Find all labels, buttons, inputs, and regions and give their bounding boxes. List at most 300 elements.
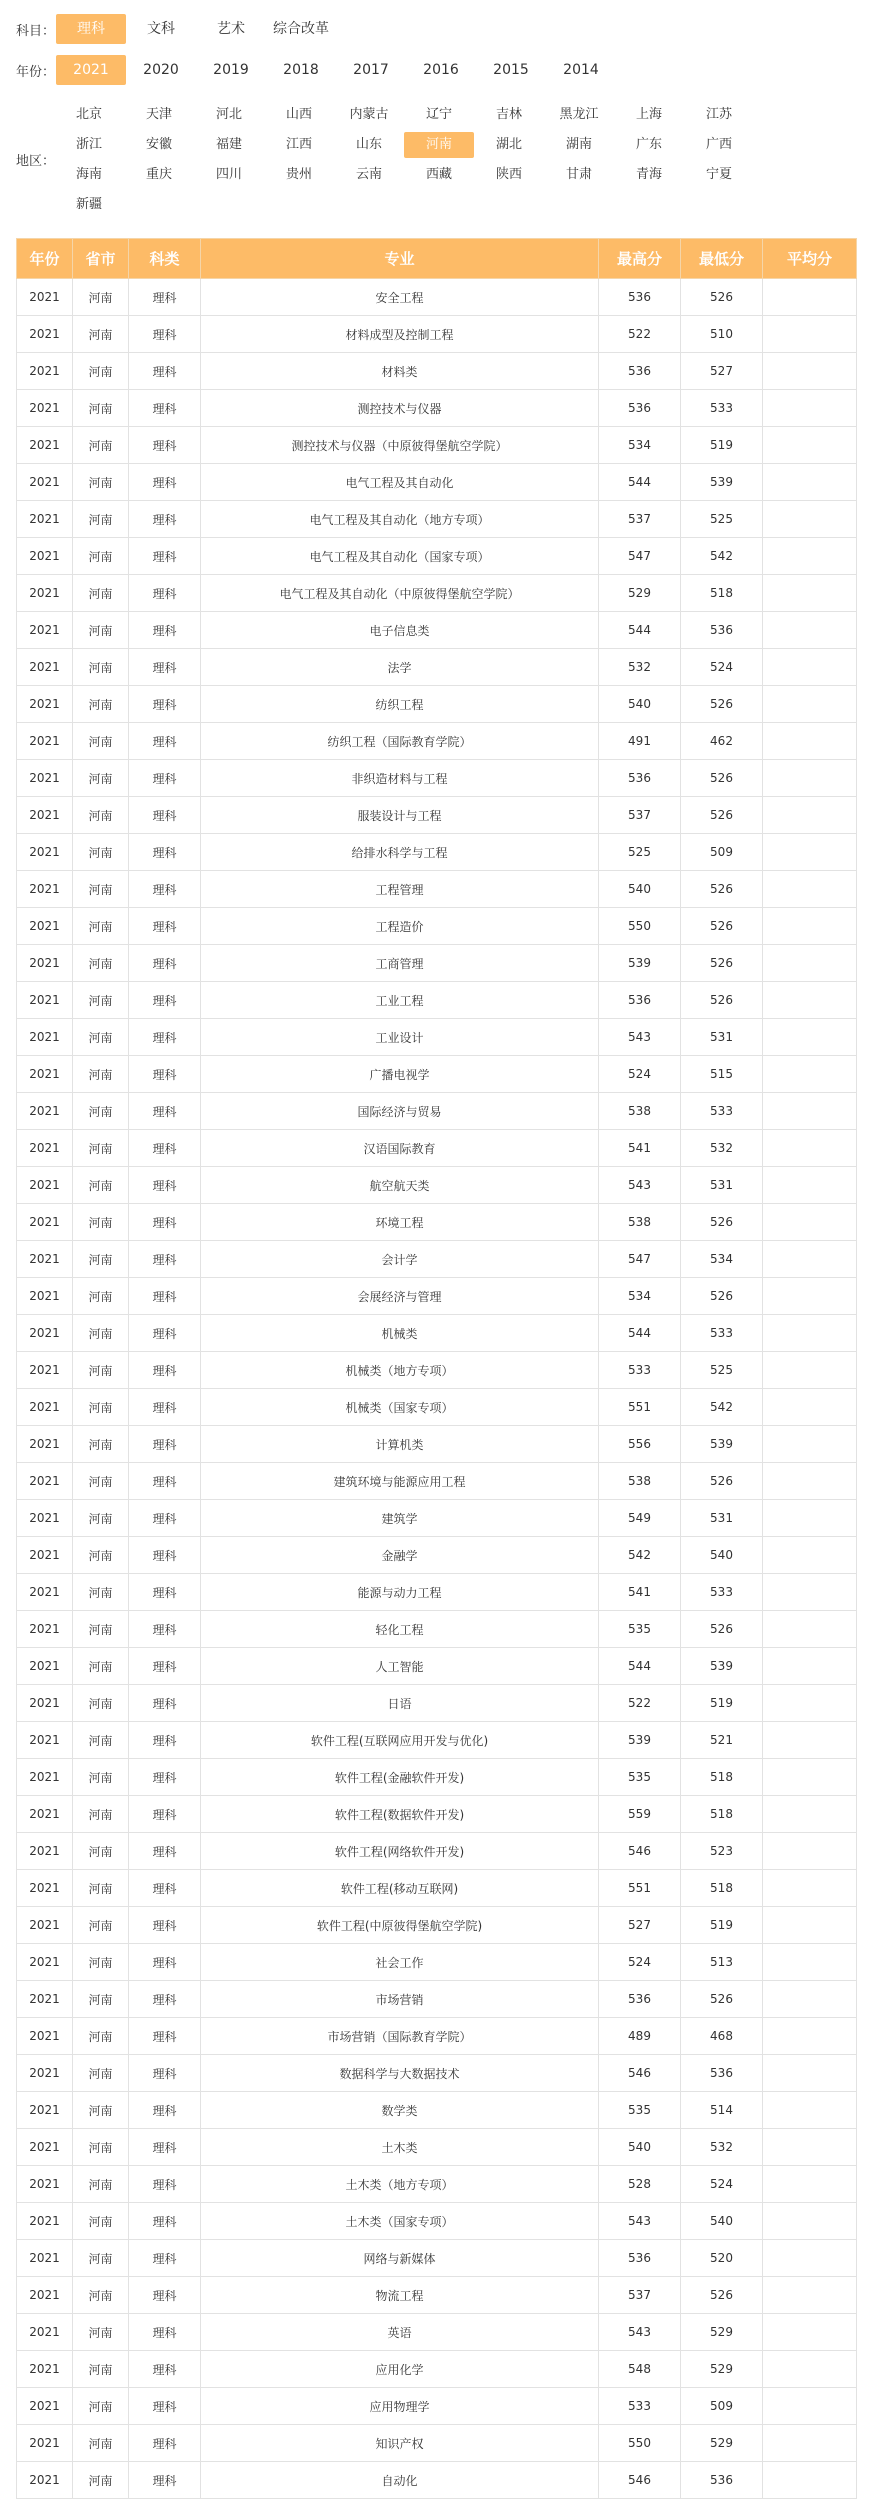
table-row	[17, 1130, 857, 1167]
cell-min-score: 533	[681, 1315, 763, 1352]
cell-category: 理科	[129, 427, 201, 464]
table-row	[17, 316, 857, 353]
table-row	[17, 2129, 857, 2166]
cell-max-score: 538	[599, 1204, 681, 1241]
cell-min-score: 531	[681, 1019, 763, 1056]
region-option[interactable]: 河南	[404, 132, 474, 158]
cell-max-score: 527	[599, 1907, 681, 1944]
cell-min-score: 526	[681, 2277, 763, 2314]
cell-category: 理科	[129, 1093, 201, 1130]
cell-province: 河南	[73, 1907, 129, 1944]
cell-avg-score	[763, 1981, 857, 2018]
cell-year: 2021	[17, 1981, 73, 2018]
cell-major: 英语	[201, 2314, 599, 2351]
cell-year: 2021	[17, 1463, 73, 1500]
cell-max-score: 539	[599, 1722, 681, 1759]
cell-major: 电子信息类	[201, 612, 599, 649]
cell-year: 2021	[17, 1019, 73, 1056]
cell-min-score: 532	[681, 1130, 763, 1167]
cell-province: 河南	[73, 1648, 129, 1685]
table-row	[17, 1574, 857, 1611]
cell-year: 2021	[17, 316, 73, 353]
cell-avg-score	[763, 1833, 857, 1870]
cell-major: 机械类（国家专项）	[201, 1389, 599, 1426]
cell-min-score: 539	[681, 464, 763, 501]
cell-year: 2021	[17, 2314, 73, 2351]
cell-avg-score	[763, 279, 857, 316]
cell-category: 理科	[129, 1944, 201, 1981]
cell-major: 社会工作	[201, 1944, 599, 1981]
cell-max-score: 547	[599, 538, 681, 575]
region-option[interactable]: 山东	[355, 137, 382, 152]
cell-major: 软件工程(中原彼得堡航空学院)	[201, 1907, 599, 1944]
cell-max-score: 537	[599, 797, 681, 834]
cell-max-score: 533	[599, 2388, 681, 2425]
table-row	[17, 501, 857, 538]
cell-min-score: 524	[681, 2166, 763, 2203]
table-row	[17, 538, 857, 575]
cell-avg-score	[763, 2203, 857, 2240]
cell-year: 2021	[17, 871, 73, 908]
cell-min-score: 509	[681, 2388, 763, 2425]
year-option[interactable]: 2016	[423, 62, 459, 78]
table-row	[17, 1537, 857, 1574]
cell-major: 服装设计与工程	[201, 797, 599, 834]
table-row	[17, 982, 857, 1019]
cell-max-score: 541	[599, 1130, 681, 1167]
year-filter	[16, 55, 616, 85]
region-filter-label: 地区：	[16, 154, 56, 169]
cell-avg-score	[763, 1130, 857, 1167]
cell-year: 2021	[17, 1130, 73, 1167]
cell-category: 理科	[129, 353, 201, 390]
cell-province: 河南	[73, 797, 129, 834]
cell-avg-score	[763, 1241, 857, 1278]
cell-min-score: 533	[681, 1093, 763, 1130]
cell-category: 理科	[129, 1574, 201, 1611]
cell-min-score: 526	[681, 686, 763, 723]
table-row	[17, 2092, 857, 2129]
table-row	[17, 760, 857, 797]
cell-min-score: 526	[681, 760, 763, 797]
cell-category: 理科	[129, 501, 201, 538]
cell-max-score: 556	[599, 1426, 681, 1463]
cell-province: 河南	[73, 1870, 129, 1907]
table-row	[17, 353, 857, 390]
region-option[interactable]: 江苏	[705, 107, 732, 122]
cell-max-score: 543	[599, 1019, 681, 1056]
cell-province: 河南	[73, 2425, 129, 2462]
cell-year: 2021	[17, 1500, 73, 1537]
cell-min-score: 529	[681, 2425, 763, 2462]
cell-category: 理科	[129, 1278, 201, 1315]
region-option[interactable]: 广东	[635, 137, 662, 152]
cell-category: 理科	[129, 871, 201, 908]
cell-province: 河南	[73, 538, 129, 575]
table-row	[17, 2240, 857, 2277]
cell-province: 河南	[73, 1389, 129, 1426]
cell-max-score: 540	[599, 2129, 681, 2166]
cell-province: 河南	[73, 2388, 129, 2425]
cell-major: 市场营销	[201, 1981, 599, 2018]
cell-category: 理科	[129, 1463, 201, 1500]
cell-province: 河南	[73, 2203, 129, 2240]
cell-category: 理科	[129, 649, 201, 686]
cell-year: 2021	[17, 686, 73, 723]
cell-avg-score	[763, 2166, 857, 2203]
cell-category: 理科	[129, 1722, 201, 1759]
cell-max-score: 522	[599, 316, 681, 353]
region-option[interactable]: 河北	[215, 107, 242, 122]
cell-max-score: 539	[599, 945, 681, 982]
header-min-score: 最低分	[681, 239, 763, 279]
cell-max-score: 551	[599, 1389, 681, 1426]
subject-option[interactable]: 理科	[56, 14, 126, 44]
cell-major: 工业设计	[201, 1019, 599, 1056]
cell-major: 安全工程	[201, 279, 599, 316]
cell-category: 理科	[129, 390, 201, 427]
cell-category: 理科	[129, 1315, 201, 1352]
region-option[interactable]: 山西	[285, 107, 312, 122]
cell-province: 河南	[73, 871, 129, 908]
cell-avg-score	[763, 1722, 857, 1759]
cell-major: 电气工程及其自动化（中原彼得堡航空学院）	[201, 575, 599, 612]
cell-year: 2021	[17, 1759, 73, 1796]
table-row	[17, 871, 857, 908]
cell-province: 河南	[73, 1204, 129, 1241]
cell-min-score: 531	[681, 1167, 763, 1204]
cell-province: 河南	[73, 1426, 129, 1463]
table-row	[17, 1204, 857, 1241]
cell-max-score: 534	[599, 1278, 681, 1315]
region-options	[54, 100, 754, 220]
table-row	[17, 1796, 857, 1833]
cell-major: 会展经济与管理	[201, 1278, 599, 1315]
cell-year: 2021	[17, 464, 73, 501]
cell-min-score: 532	[681, 2129, 763, 2166]
cell-max-score: 547	[599, 1241, 681, 1278]
region-option[interactable]: 湖北	[495, 137, 522, 152]
region-option[interactable]: 青海	[635, 167, 662, 182]
cell-min-score: 526	[681, 982, 763, 1019]
cell-year: 2021	[17, 945, 73, 982]
subject-option[interactable]: 文科	[147, 21, 175, 37]
cell-min-score: 468	[681, 2018, 763, 2055]
cell-max-score: 551	[599, 1870, 681, 1907]
table-row	[17, 1019, 857, 1056]
cell-major: 数据科学与大数据技术	[201, 2055, 599, 2092]
cell-avg-score	[763, 649, 857, 686]
year-option[interactable]: 2021	[56, 55, 126, 85]
cell-province: 河南	[73, 649, 129, 686]
cell-max-score: 491	[599, 723, 681, 760]
region-option[interactable]: 黑龙江	[559, 107, 599, 122]
cell-max-score: 536	[599, 279, 681, 316]
cell-major: 工程管理	[201, 871, 599, 908]
cell-max-score: 541	[599, 1574, 681, 1611]
region-option[interactable]: 新疆	[75, 197, 102, 212]
year-option[interactable]: 2018	[283, 62, 319, 78]
cell-province: 河南	[73, 2018, 129, 2055]
cell-province: 河南	[73, 1722, 129, 1759]
cell-major: 非织造材料与工程	[201, 760, 599, 797]
cell-year: 2021	[17, 575, 73, 612]
cell-max-score: 538	[599, 1463, 681, 1500]
cell-avg-score	[763, 538, 857, 575]
cell-major: 电气工程及其自动化	[201, 464, 599, 501]
cell-year: 2021	[17, 1833, 73, 1870]
cell-category: 理科	[129, 1537, 201, 1574]
table-row	[17, 2203, 857, 2240]
region-option[interactable]: 内蒙古	[349, 107, 389, 122]
cell-year: 2021	[17, 612, 73, 649]
cell-major: 给排水科学与工程	[201, 834, 599, 871]
year-option[interactable]: 2019	[213, 62, 249, 78]
subject-option[interactable]: 艺术	[217, 21, 245, 37]
region-option[interactable]: 海南	[75, 167, 102, 182]
table-row	[17, 1352, 857, 1389]
cell-category: 理科	[129, 1389, 201, 1426]
cell-category: 理科	[129, 797, 201, 834]
cell-category: 理科	[129, 2314, 201, 2351]
cell-province: 河南	[73, 2314, 129, 2351]
cell-min-score: 526	[681, 945, 763, 982]
cell-category: 理科	[129, 1019, 201, 1056]
cell-max-score: 535	[599, 2092, 681, 2129]
cell-province: 河南	[73, 982, 129, 1019]
cell-avg-score	[763, 612, 857, 649]
cell-major: 机械类（地方专项）	[201, 1352, 599, 1389]
cell-year: 2021	[17, 908, 73, 945]
cell-min-score: 514	[681, 2092, 763, 2129]
cell-max-score: 535	[599, 1611, 681, 1648]
table-body	[17, 279, 857, 2499]
subject-option[interactable]: 综合改革	[273, 21, 329, 37]
cell-province: 河南	[73, 1315, 129, 1352]
region-option[interactable]: 辽宁	[425, 107, 452, 122]
cell-province: 河南	[73, 501, 129, 538]
header-major: 专业	[201, 239, 599, 279]
cell-min-score: 533	[681, 390, 763, 427]
cell-avg-score	[763, 1574, 857, 1611]
table-row	[17, 1648, 857, 1685]
cell-province: 河南	[73, 1056, 129, 1093]
cell-max-score: 536	[599, 390, 681, 427]
cell-max-score: 536	[599, 2240, 681, 2277]
cell-avg-score	[763, 797, 857, 834]
cell-min-score: 510	[681, 316, 763, 353]
cell-category: 理科	[129, 834, 201, 871]
region-option[interactable]: 浙江	[75, 137, 102, 152]
cell-min-score: 542	[681, 538, 763, 575]
cell-avg-score	[763, 2314, 857, 2351]
region-option[interactable]: 四川	[215, 167, 242, 182]
region-option[interactable]: 北京	[75, 107, 102, 122]
region-option[interactable]: 云南	[355, 167, 382, 182]
cell-province: 河南	[73, 2277, 129, 2314]
cell-avg-score	[763, 1648, 857, 1685]
cell-avg-score	[763, 908, 857, 945]
cell-category: 理科	[129, 1130, 201, 1167]
cell-avg-score	[763, 1500, 857, 1537]
table-row	[17, 1722, 857, 1759]
region-option[interactable]: 重庆	[145, 167, 172, 182]
cell-min-score: 539	[681, 1648, 763, 1685]
year-option[interactable]: 2017	[353, 62, 389, 78]
cell-major: 机械类	[201, 1315, 599, 1352]
cell-province: 河南	[73, 1833, 129, 1870]
cell-province: 河南	[73, 316, 129, 353]
year-option[interactable]: 2020	[143, 62, 179, 78]
region-option[interactable]: 吉林	[495, 107, 522, 122]
table-row	[17, 649, 857, 686]
cell-max-score: 543	[599, 2314, 681, 2351]
cell-avg-score	[763, 834, 857, 871]
cell-major: 环境工程	[201, 1204, 599, 1241]
cell-avg-score	[763, 1944, 857, 1981]
table-row	[17, 1241, 857, 1278]
cell-max-score: 535	[599, 1759, 681, 1796]
region-option[interactable]: 上海	[635, 107, 662, 122]
cell-avg-score	[763, 686, 857, 723]
table-row	[17, 2462, 857, 2499]
cell-year: 2021	[17, 1611, 73, 1648]
cell-year: 2021	[17, 2351, 73, 2388]
header-province: 省市	[73, 239, 129, 279]
cell-max-score: 546	[599, 2462, 681, 2499]
cell-province: 河南	[73, 464, 129, 501]
cell-max-score: 550	[599, 908, 681, 945]
cell-category: 理科	[129, 2018, 201, 2055]
cell-min-score: 526	[681, 908, 763, 945]
cell-avg-score	[763, 982, 857, 1019]
cell-avg-score	[763, 2388, 857, 2425]
cell-min-score: 518	[681, 1759, 763, 1796]
cell-year: 2021	[17, 649, 73, 686]
cell-avg-score	[763, 1426, 857, 1463]
cell-province: 河南	[73, 686, 129, 723]
region-filter	[16, 100, 856, 220]
cell-year: 2021	[17, 760, 73, 797]
year-option[interactable]: 2014	[563, 62, 599, 78]
table-row	[17, 2166, 857, 2203]
cell-year: 2021	[17, 2277, 73, 2314]
region-option[interactable]: 天津	[145, 107, 172, 122]
table-row	[17, 1426, 857, 1463]
cell-min-score: 533	[681, 1574, 763, 1611]
cell-major: 轻化工程	[201, 1611, 599, 1648]
cell-year: 2021	[17, 279, 73, 316]
cell-province: 河南	[73, 279, 129, 316]
cell-min-score: 509	[681, 834, 763, 871]
cell-min-score: 526	[681, 1463, 763, 1500]
cell-province: 河南	[73, 1278, 129, 1315]
region-option[interactable]: 福建	[215, 137, 242, 152]
table-row	[17, 279, 857, 316]
cell-year: 2021	[17, 1056, 73, 1093]
cell-major: 工商管理	[201, 945, 599, 982]
cell-year: 2021	[17, 1796, 73, 1833]
cell-province: 河南	[73, 1796, 129, 1833]
cell-max-score: 543	[599, 1167, 681, 1204]
cell-major: 土木类（地方专项）	[201, 2166, 599, 2203]
region-option[interactable]: 江西	[285, 137, 312, 152]
cell-category: 理科	[129, 279, 201, 316]
cell-avg-score	[763, 1315, 857, 1352]
cell-major: 工业工程	[201, 982, 599, 1019]
cell-max-score: 544	[599, 1315, 681, 1352]
cell-province: 河南	[73, 945, 129, 982]
table-row	[17, 2277, 857, 2314]
cell-province: 河南	[73, 1981, 129, 2018]
cell-category: 理科	[129, 1981, 201, 2018]
region-option[interactable]: 广西	[705, 137, 732, 152]
cell-category: 理科	[129, 612, 201, 649]
region-option[interactable]: 湖南	[565, 137, 592, 152]
cell-max-score: 548	[599, 2351, 681, 2388]
cell-year: 2021	[17, 2055, 73, 2092]
cell-province: 河南	[73, 575, 129, 612]
cell-year: 2021	[17, 390, 73, 427]
region-option[interactable]: 宁夏	[705, 167, 732, 182]
cell-province: 河南	[73, 1574, 129, 1611]
region-option[interactable]: 贵州	[285, 167, 312, 182]
cell-year: 2021	[17, 1093, 73, 1130]
cell-avg-score	[763, 723, 857, 760]
cell-category: 理科	[129, 2240, 201, 2277]
cell-major: 知识产权	[201, 2425, 599, 2462]
region-option[interactable]: 西藏	[425, 167, 452, 182]
cell-max-score: 546	[599, 1833, 681, 1870]
table-row	[17, 1278, 857, 1315]
cell-category: 理科	[129, 1870, 201, 1907]
cell-max-score: 544	[599, 612, 681, 649]
cell-avg-score	[763, 1537, 857, 1574]
region-option[interactable]: 陕西	[495, 167, 522, 182]
region-option[interactable]: 甘肃	[565, 167, 592, 182]
cell-major: 土木类（国家专项）	[201, 2203, 599, 2240]
cell-year: 2021	[17, 353, 73, 390]
cell-max-score: 550	[599, 2425, 681, 2462]
cell-province: 河南	[73, 2129, 129, 2166]
cell-max-score: 559	[599, 1796, 681, 1833]
cell-category: 理科	[129, 316, 201, 353]
cell-category: 理科	[129, 1056, 201, 1093]
cell-year: 2021	[17, 2240, 73, 2277]
table-row	[17, 1167, 857, 1204]
cell-category: 理科	[129, 1241, 201, 1278]
cell-min-score: 513	[681, 1944, 763, 1981]
table-row	[17, 1056, 857, 1093]
year-option[interactable]: 2015	[493, 62, 529, 78]
cell-year: 2021	[17, 2129, 73, 2166]
table-row	[17, 723, 857, 760]
cell-avg-score	[763, 945, 857, 982]
cell-avg-score	[763, 2425, 857, 2462]
cell-year: 2021	[17, 2166, 73, 2203]
cell-major: 应用化学	[201, 2351, 599, 2388]
region-option[interactable]: 安徽	[145, 137, 172, 152]
cell-avg-score	[763, 1611, 857, 1648]
table-row	[17, 1463, 857, 1500]
cell-province: 河南	[73, 1352, 129, 1389]
cell-min-score: 526	[681, 1981, 763, 2018]
table-row	[17, 2351, 857, 2388]
cell-category: 理科	[129, 2462, 201, 2499]
cell-min-score: 518	[681, 575, 763, 612]
cell-major: 工程造价	[201, 908, 599, 945]
table-row	[17, 686, 857, 723]
